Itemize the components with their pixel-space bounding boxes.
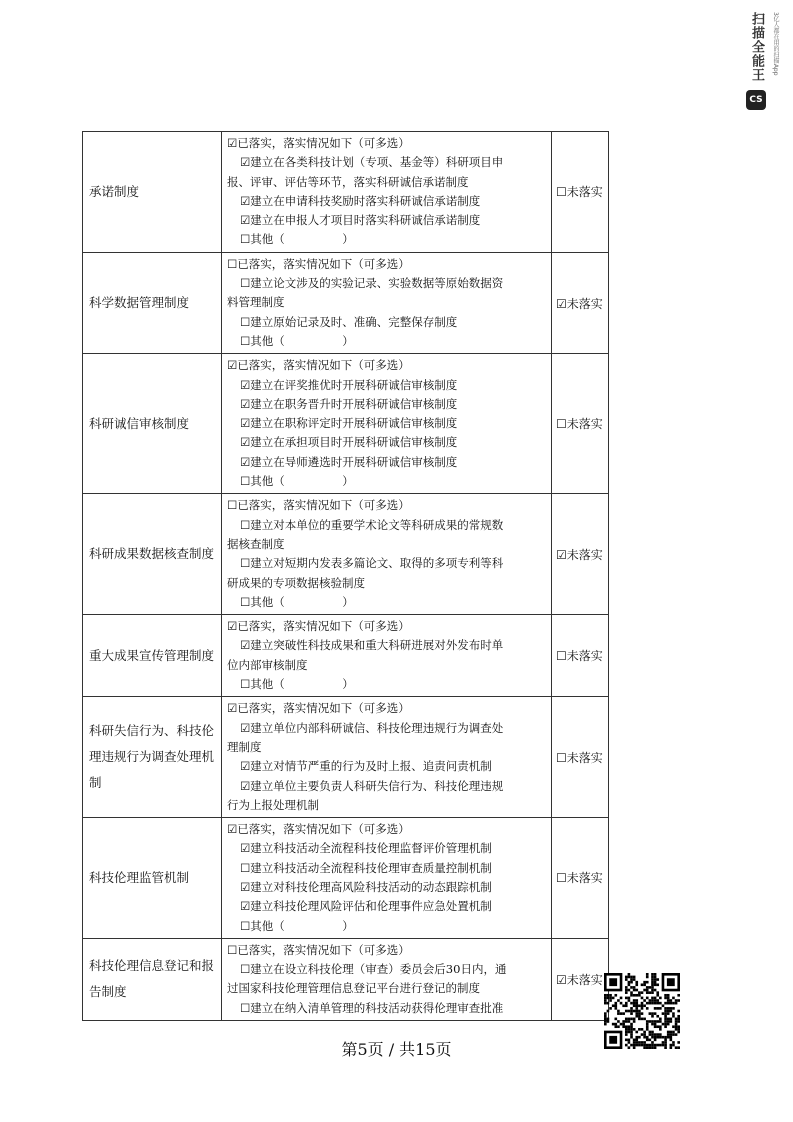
table-row: [83, 818, 609, 939]
row-options: [222, 938, 552, 1020]
row-status: ☐未落实: [552, 132, 609, 253]
option-line: ☑建立科技活动全流程科技伦理监督评价管理机制: [240, 841, 492, 856]
option-line: ☑建立单位主要负责人科研失信行为、科技伦理违规: [240, 778, 504, 793]
option-line: 行为上报处理机制: [227, 797, 319, 812]
option-line: ☑建立在导师遴选时开展科研诚信审核制度: [240, 454, 458, 469]
option-line: ☑建立在申报人才项目时落实科研诚信承诺制度: [240, 213, 481, 228]
option-line: ☐其他（ ）: [240, 333, 354, 348]
option-line: ☐其他（ ）: [240, 474, 354, 489]
option-line: ☑已落实，落实情况如下（可多选）: [227, 822, 410, 837]
row-status: ☐未落实: [552, 354, 609, 494]
brand-name: 扫描全能王: [749, 12, 764, 82]
option-line: 料管理制度: [227, 295, 285, 310]
row-options: [222, 354, 552, 494]
table-row: [83, 697, 609, 818]
table-row: [83, 938, 609, 1020]
option-line: ☑建立对科技伦理高风险科技活动的动态跟踪机制: [240, 879, 492, 894]
option-line: ☑建立在评奖推优时开展科研诚信审核制度: [240, 377, 458, 392]
option-line: 过国家科技伦理管理信息登记平台进行登记的制度: [227, 981, 480, 996]
option-line: ☐其他（ ）: [240, 594, 354, 609]
option-line: ☐建立科技活动全流程科技伦理审查质量控制机制: [240, 860, 492, 875]
option-line: ☐其他（ ）: [240, 677, 354, 692]
option-line: 位内部审核制度: [227, 657, 308, 672]
option-line: ☐其他（ ）: [240, 918, 354, 933]
option-line: ☑建立单位内部科研诚信、科技伦理违规行为调查处: [240, 720, 504, 735]
row-item-label: 科学数据管理制度: [83, 252, 222, 353]
option-line: ☐已落实，落实情况如下（可多选）: [227, 498, 410, 513]
option-line: ☑已落实，落实情况如下（可多选）: [227, 701, 410, 716]
row-options: [222, 252, 552, 353]
option-line: ☐建立论文涉及的实验记录、实验数据等原始数据资: [240, 276, 504, 291]
option-line: 理制度: [227, 739, 262, 754]
row-status: ☐未落实: [552, 818, 609, 939]
row-item-label: 科技伦理信息登记和报告制度: [83, 938, 222, 1020]
table-row: [83, 252, 609, 353]
row-item-label: 科技伦理监管机制: [83, 818, 222, 939]
option-line: ☐已落实，落实情况如下（可多选）: [227, 942, 410, 957]
option-line: ☑建立在职务晋升时开展科研诚信审核制度: [240, 396, 458, 411]
option-line: ☑建立在职称评定时开展科研诚信审核制度: [240, 416, 458, 431]
row-status: ☐未落实: [552, 615, 609, 697]
option-line: ☐已落实，落实情况如下（可多选）: [227, 256, 410, 271]
row-options: [222, 697, 552, 818]
option-line: ☑建立对情节严重的行为及时上报、追责问责机制: [240, 759, 492, 774]
table-row: [83, 494, 609, 615]
table-row: [83, 132, 609, 253]
page-number: 第5页 / 共15页: [341, 1040, 452, 1059]
table-row: [83, 354, 609, 494]
row-item-label: 科研成果数据核查制度: [83, 494, 222, 615]
option-line: ☑建立科技伦理风险评估和伦理事件应急处置机制: [240, 899, 492, 914]
implementation-table: [82, 131, 609, 1021]
option-line: ☑建立突破性科技成果和重大科研进展对外发布时单: [240, 638, 504, 653]
row-status: ☑未落实: [552, 938, 609, 1020]
option-line: ☐建立在纳入清单管理的科技活动获得伦理审查批准: [240, 1000, 504, 1015]
option-line: ☐建立对短期内发表多篇论文、取得的多项专利等科: [240, 556, 504, 571]
row-options: [222, 818, 552, 939]
row-item-label: 科研失信行为、科技伦理违规行为调查处理机制: [83, 697, 222, 818]
scanner-watermark: [742, 12, 782, 132]
option-line: 研成果的专项数据核验制度: [227, 575, 365, 590]
option-line: 据核查制度: [227, 536, 285, 551]
row-item-label: 科研诚信审核制度: [83, 354, 222, 494]
option-line: 报、评审、评估等环节，落实科研诚信承诺制度: [227, 174, 469, 189]
row-options: [222, 132, 552, 253]
cs-logo-icon: CS: [746, 90, 766, 110]
row-status: ☑未落实: [552, 494, 609, 615]
row-item-label: 重大成果宣传管理制度: [83, 615, 222, 697]
row-status: ☐未落实: [552, 697, 609, 818]
option-line: ☐建立对本单位的重要学术论文等科研成果的常规数: [240, 517, 504, 532]
option-line: ☐建立原始记录及时、准确、完整保存制度: [240, 314, 458, 329]
option-line: ☑已落实，落实情况如下（可多选）: [227, 358, 410, 373]
row-status: ☑未落实: [552, 252, 609, 353]
row-item-label: 承诺制度: [83, 132, 222, 253]
option-line: ☐其他（ ）: [240, 232, 354, 247]
option-line: ☑建立在申请科技奖励时落实科研诚信承诺制度: [240, 193, 481, 208]
option-line: ☑已落实，落实情况如下（可多选）: [227, 619, 410, 634]
option-line: ☑已落实，落实情况如下（可多选）: [227, 136, 410, 150]
option-line: ☑建立在各类科技计划（专项、基金等）科研项目申: [240, 155, 504, 170]
row-options: [222, 494, 552, 615]
option-line: ☑建立在承担项目时开展科研诚信审核制度: [240, 435, 458, 450]
row-options: [222, 615, 552, 697]
option-line: ☐建立在设立科技伦理（审查）委员会后30日内，通: [240, 962, 507, 977]
table-row: [83, 615, 609, 697]
brand-tagline: 3亿人都在用的扫描App: [772, 12, 779, 76]
